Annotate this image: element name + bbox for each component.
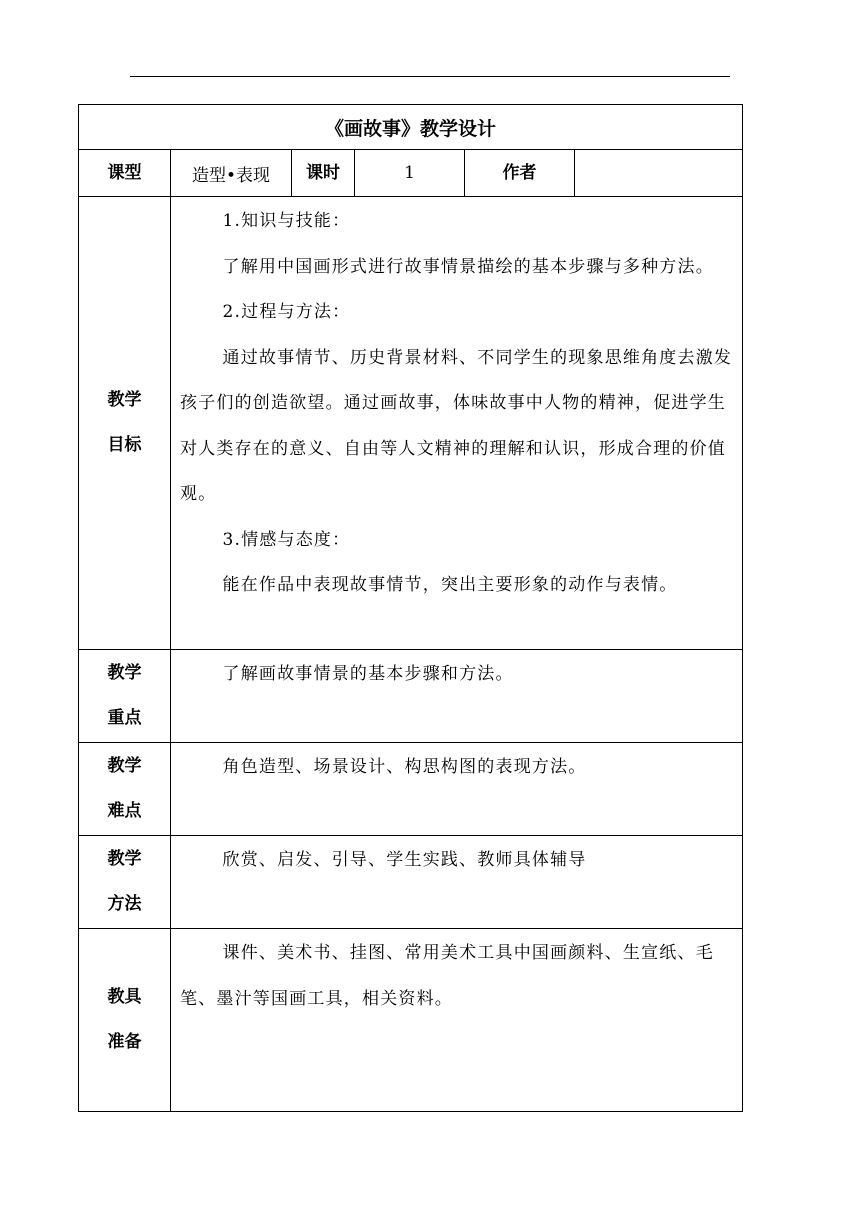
teaching-goals-label: 教学 目标 xyxy=(79,197,171,650)
course-type-value: 造型•表现 xyxy=(171,150,292,197)
key-points-label: 教学 重点 xyxy=(79,650,171,743)
author-value xyxy=(575,150,743,197)
teaching-goals-content xyxy=(171,197,743,650)
header-rule xyxy=(130,76,730,77)
teaching-aids-content: 课件、美术书、挂图、常用美术工具中国画颜料、生宣纸、毛笔、墨汁等国画工具，相关资料。 xyxy=(171,929,743,1112)
goal-heading-2: 2.过程与方法： xyxy=(222,302,351,322)
difficulties-content: 角色造型、场景设计、构思构图的表现方法。 xyxy=(171,743,743,836)
methods-label: 教学 方法 xyxy=(79,836,171,929)
teaching-aids-label: 教具 准备 xyxy=(79,929,171,1112)
key-points-content: 了解画故事情景的基本步骤和方法。 xyxy=(171,650,743,743)
goal-text-2: 通过故事情节、历史背景材料、不同学生的现象思维角度去激发孩子们的创造欲望。通过画故事，体味故事中人物的精神，促进学生对人类存在的意义、自由等人文精神的理解和认识，形成合理的价值观。 xyxy=(180,347,733,504)
lesson-plan-table xyxy=(78,104,743,1112)
course-type-label: 课型 xyxy=(79,150,171,197)
goal-heading-1: 1.知识与技能： xyxy=(222,211,351,231)
goal-heading-3: 3.情感与态度： xyxy=(222,529,351,550)
document-title: 《画故事》教学设计 xyxy=(79,105,743,150)
class-period-value: 1 xyxy=(355,150,465,197)
methods-content: 欣赏、启发、引导、学生实践、教师具体辅导 xyxy=(171,836,743,929)
difficulties-label: 教学 难点 xyxy=(79,743,171,836)
author-label: 作者 xyxy=(465,150,575,197)
class-period-label: 课时 xyxy=(292,150,355,197)
goal-text-3: 能在作品中表现故事情节，突出主要形象的动作与表情。 xyxy=(222,575,678,595)
goal-text-1: 了解用中国画形式进行故事情景描绘的基本步骤与多种方法。 xyxy=(222,256,714,277)
